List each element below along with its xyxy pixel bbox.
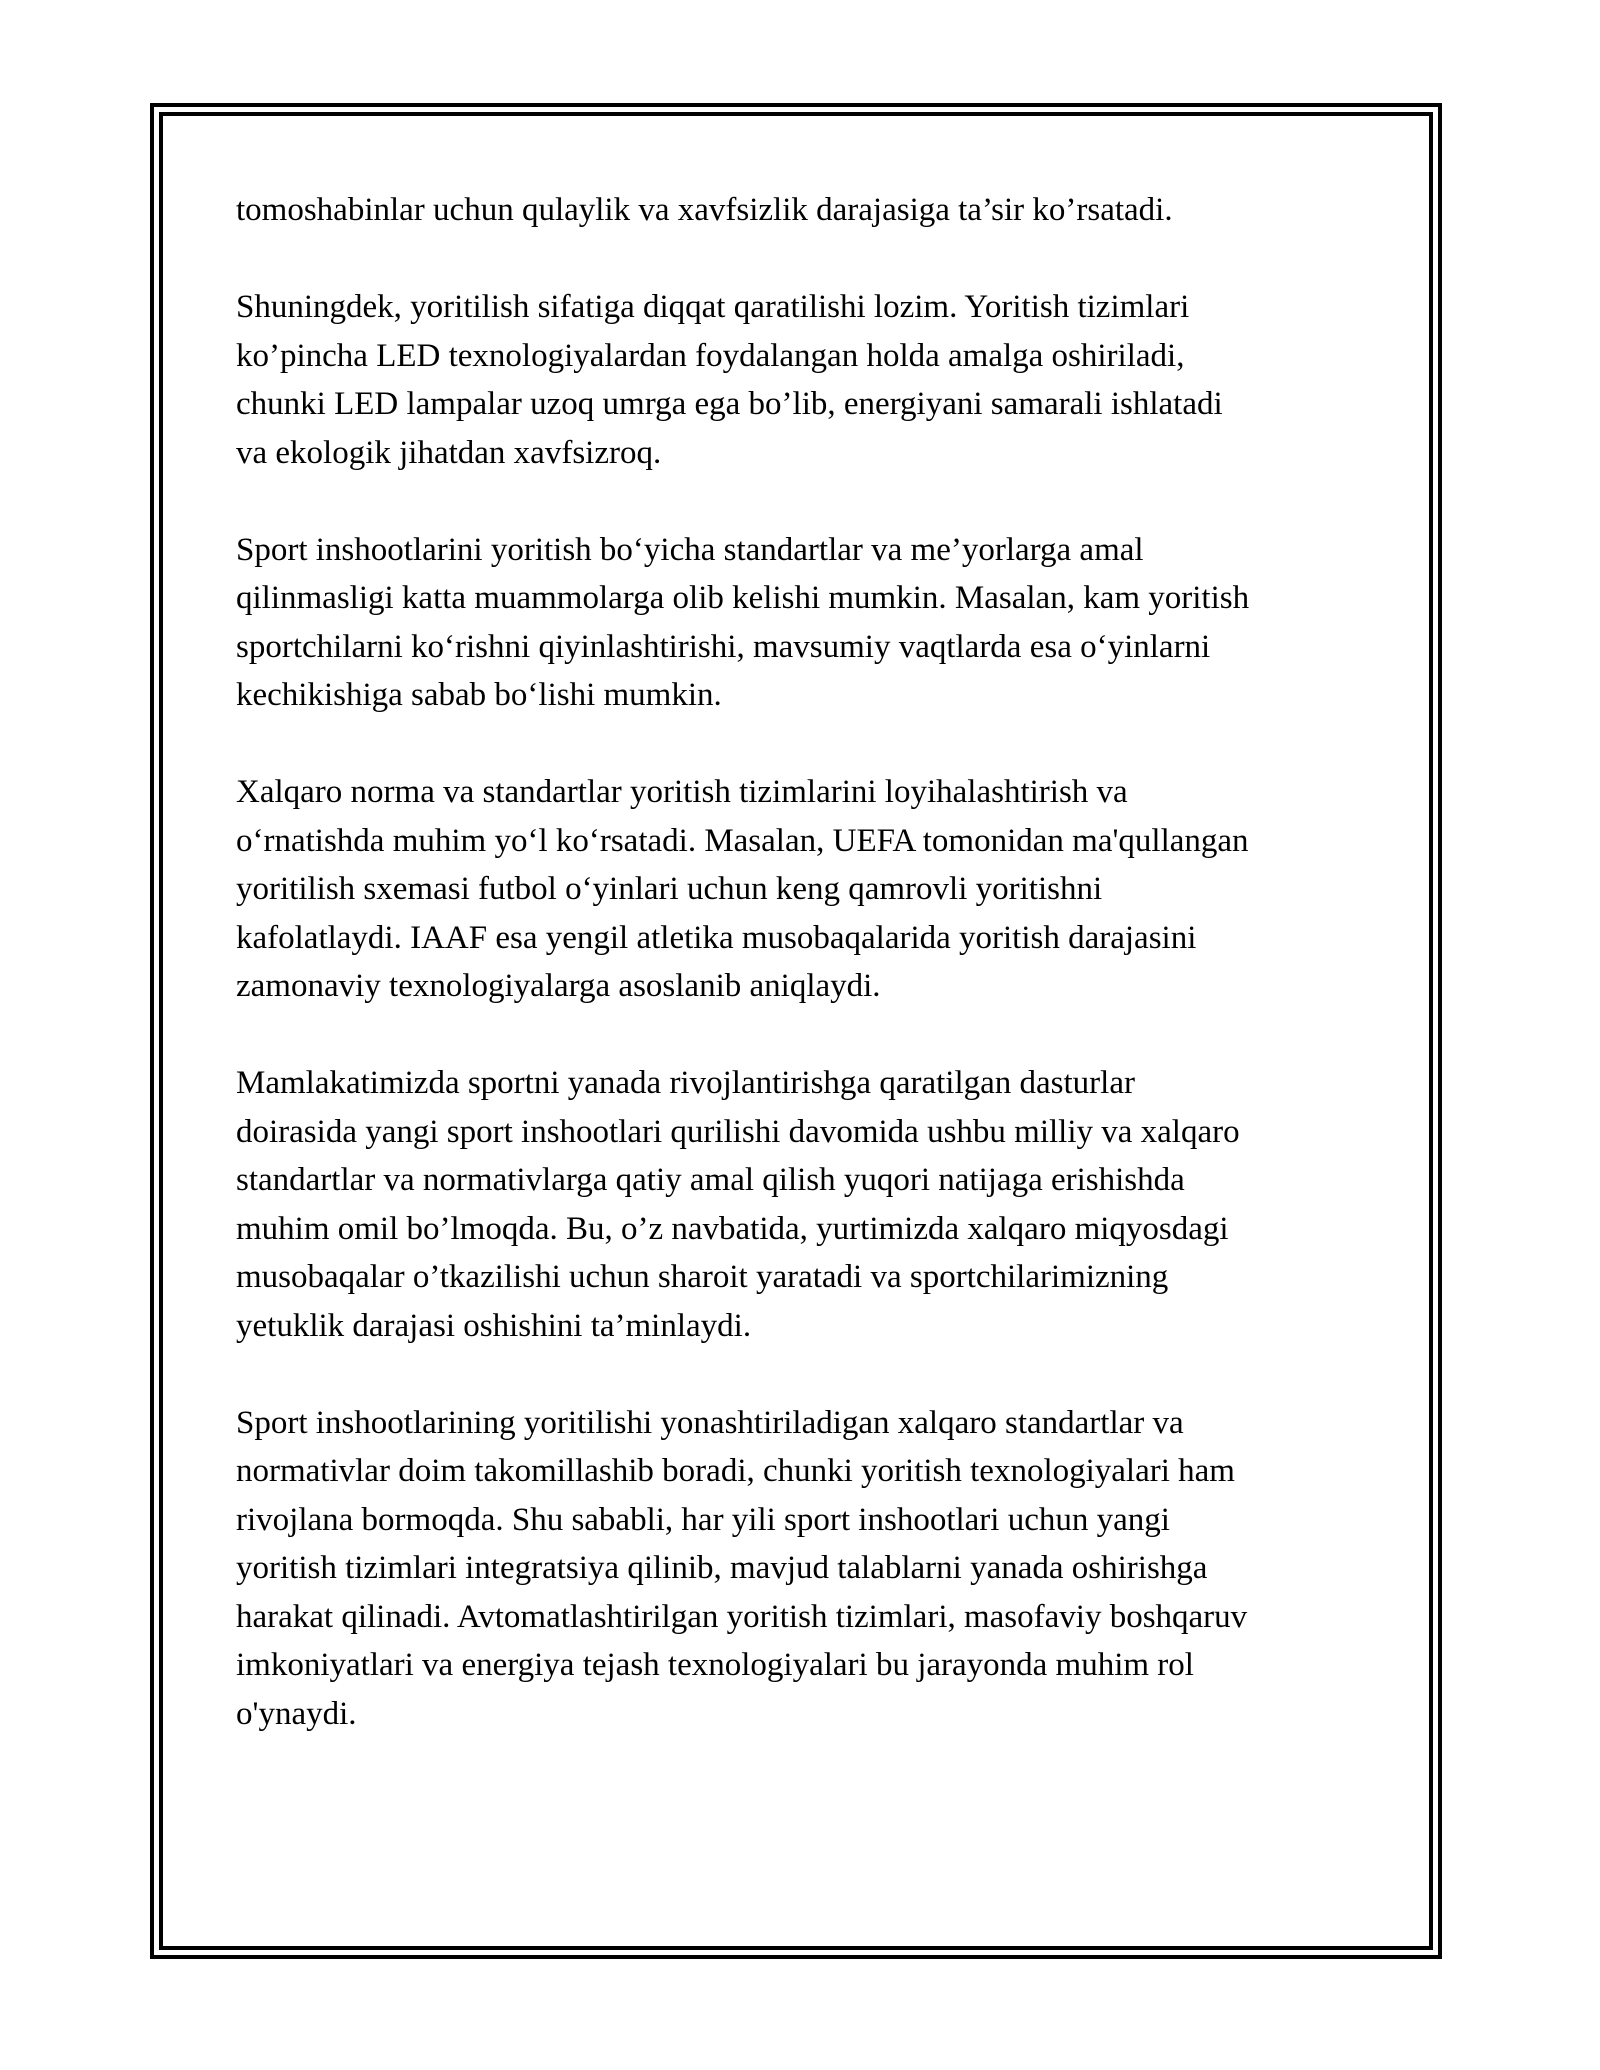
text-line: harakat qilinadi. Avtomatlashtirilgan yoritish tizimlari, masofaviy boshqaruv xyxy=(236,1598,1248,1635)
text-line: zamonaviy texnologiyalarga asoslanib aniqlaydi. xyxy=(236,968,881,1004)
paragraph xyxy=(236,1399,1384,1739)
text-line: sportchilarni ko‘rishni qiyinlashtirishi, mavsumiy vaqtlarda esa o‘yinlarni xyxy=(236,628,1211,665)
text-line: o'ynaydi. xyxy=(236,1695,357,1732)
text-line: Shuningdek, yoritilish sifatiga diqqat qaratilishi lozim. Yoritish tizimlari xyxy=(236,289,1190,325)
text-line: yetuklik darajasi oshishini ta’minlaydi. xyxy=(236,1307,752,1344)
text-line: musobaqalar o’tkazilishi uchun sharoit yaratadi va sportchilarimizning xyxy=(236,1259,1169,1295)
paragraph xyxy=(236,526,1384,720)
text-line: imkoniyatlari va energiya tejash texnologiyalari bu jarayonda muhim rol xyxy=(236,1647,1194,1683)
text-line: Sport inshootlarini yoritish bo‘yicha standartlar va me’yorlarga amal xyxy=(236,531,1144,568)
text-line: yoritish tizimlari integratsiya qilinib, mavjud talablarni yanada oshirishga xyxy=(236,1550,1208,1586)
paragraph xyxy=(236,283,1384,477)
text-line: va ekologik jihatdan xavfsizroq. xyxy=(236,434,662,471)
paragraph xyxy=(236,186,1384,235)
text-line: o‘rnatishda muhim yo‘l ko‘rsatadi. Masalan, UEFA tomonidan ma'qullangan xyxy=(236,822,1249,859)
text-line: Mamlakatimizda sportni yanada rivojlantirishga qaratilgan dasturlar xyxy=(236,1065,1135,1101)
text-line: Xalqaro norma va standartlar yoritish tizimlarini loyihalashtirish va xyxy=(236,774,1128,810)
text-line: Sport inshootlarining yoritilishi yonashtiriladigan xalqaro standartlar va xyxy=(236,1404,1184,1441)
text-line: ko’pincha LED texnologiyalardan foydalangan holda amalga oshiriladi, xyxy=(236,337,1185,374)
text-line: kafolatlaydi. IAAF esa yengil atletika musobaqalarida yoritish darajasini xyxy=(236,919,1197,956)
text-line: chunki LED lampalar uzoq umrga ega bo’lib, energiyani samarali ishlatadi xyxy=(236,386,1223,422)
text-line: muhim omil bo’lmoqda. Bu, o’z navbatida, yurtimizda xalqaro miqyosdagi xyxy=(236,1210,1229,1247)
text-line: rivojlana bormoqda. Shu sababli, har yili sport inshootlari uchun yangi xyxy=(236,1501,1170,1538)
text-line: yoritilish sxemasi futbol o‘yinlari uchun keng qamrovli yoritishni xyxy=(236,871,1103,907)
document-body xyxy=(236,186,1384,1738)
text-line: standartlar va normativlarga qatiy amal qilish yuqori natijaga erishishda xyxy=(236,1162,1185,1198)
text-line: normativlar doim takomillashib boradi, chunki yoritish texnologiyalari ham xyxy=(236,1453,1235,1489)
text-line: qilinmasligi katta muammolarga olib kelishi mumkin. Masalan, kam yoritish xyxy=(236,580,1250,616)
paragraph xyxy=(236,1059,1384,1350)
text-line: kechikishiga sabab bo‘lishi mumkin. xyxy=(236,677,722,713)
text-line: doirasida yangi sport inshootlari qurilishi davomida ushbu milliy va xalqaro xyxy=(236,1113,1240,1150)
paragraph xyxy=(236,768,1384,1011)
text-line: tomoshabinlar uchun qulaylik va xavfsizlik darajasiga ta’sir ko’rsatadi. xyxy=(236,192,1173,228)
